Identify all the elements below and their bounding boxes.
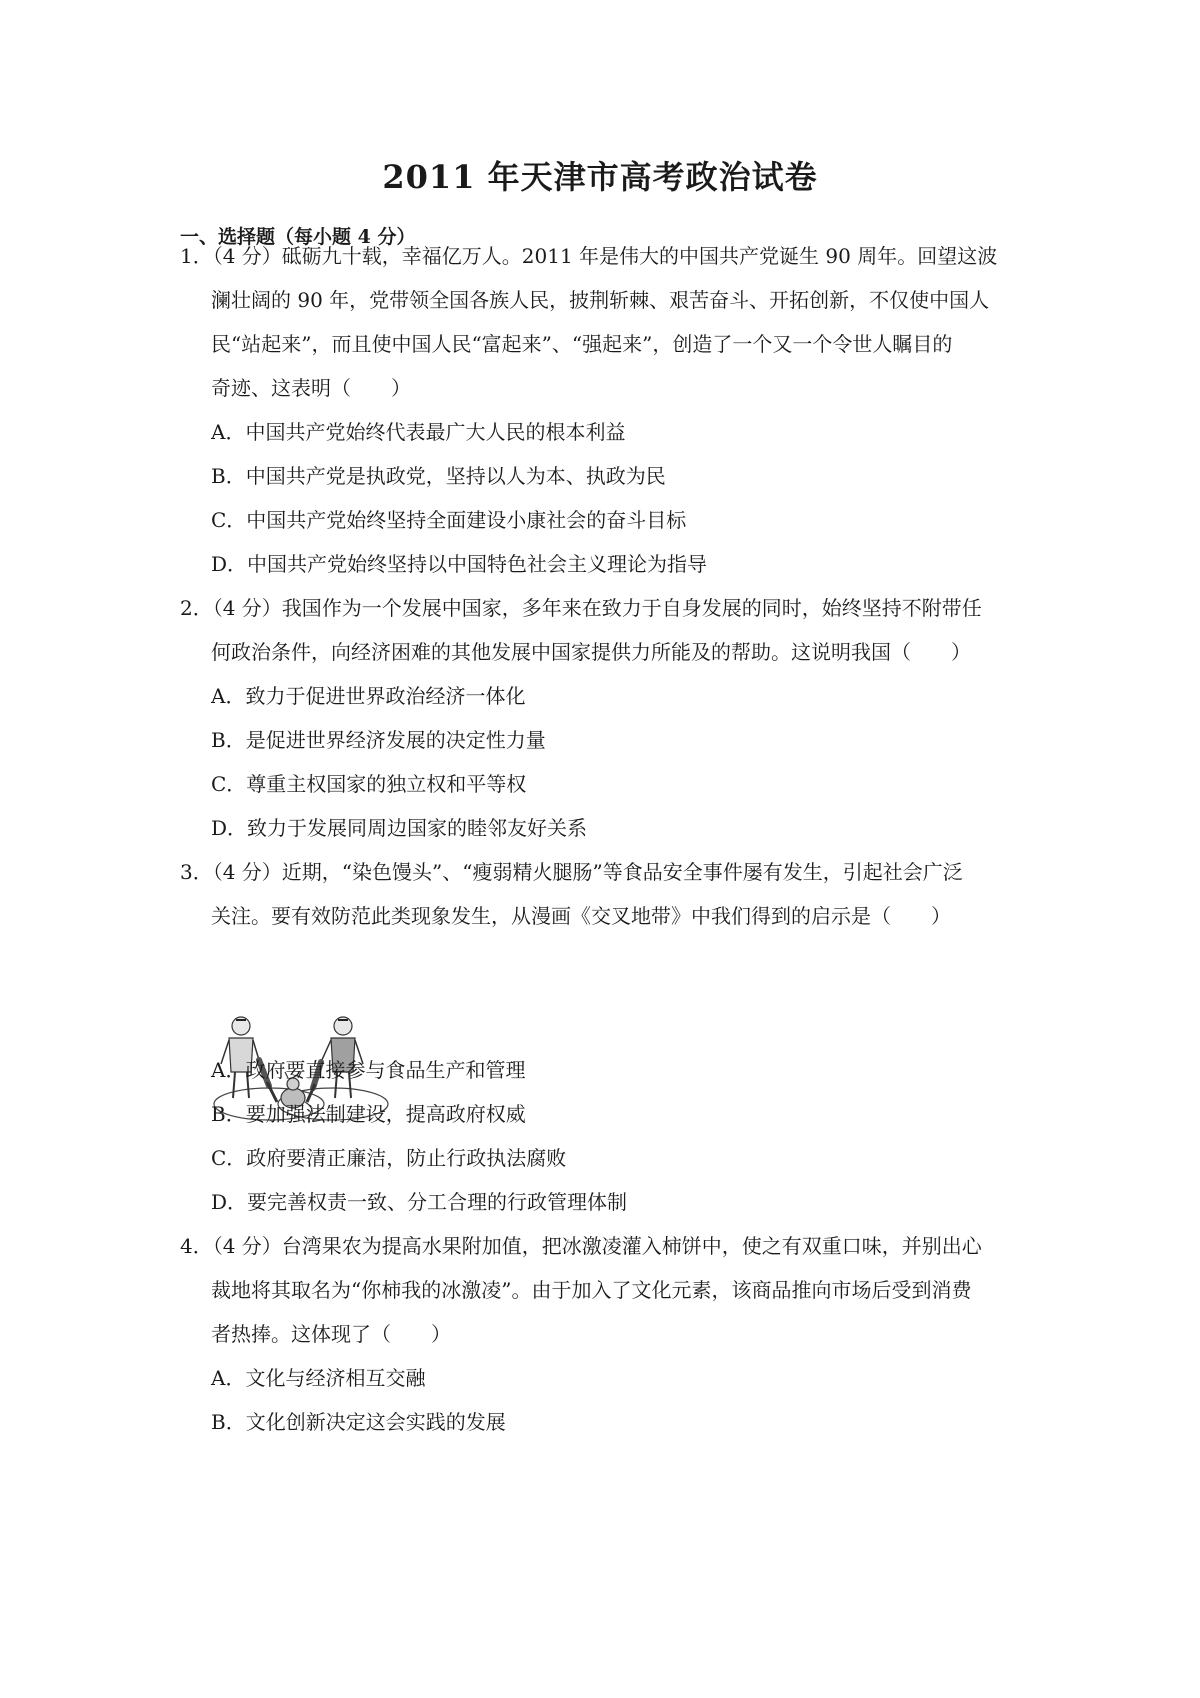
- question-1-option-c: C．中国共产党始终坚持全面建设小康社会的奋斗目标: [211, 508, 687, 532]
- question-3-option-a: A．政府要直接参与食品生产和管理: [211, 1058, 526, 1082]
- section-heading: 一、选择题（每小题 4 分）: [180, 226, 416, 248]
- page-title: 2011 年天津市高考政治试卷: [382, 158, 818, 196]
- question-2-option-d: D．致力于发展同周边国家的睦邻友好关系: [211, 816, 588, 840]
- question-4-option-b: B．文化创新决定这会实践的发展: [211, 1410, 506, 1434]
- question-3-stem-line: 关注。要有效防范此类现象发生，从漫画《交叉地带》中我们得到的启示是（ ）: [211, 904, 951, 928]
- question-1-stem-line: 奇迹、这表明（ ）: [211, 376, 411, 400]
- question-1-option-a: A．中国共产党始终代表最广大人民的根本利益: [211, 420, 626, 444]
- question-1-stem-line: 1．（4 分）砥砺九十载，幸福亿万人。2011 年是伟大的中国共产党诞生 90 周年。回望这波: [180, 244, 998, 268]
- question-4-option-a: A．文化与经济相互交融: [211, 1366, 426, 1390]
- question-1-option-d: D．中国共产党始终坚持以中国特色社会主义理论为指导: [211, 552, 708, 576]
- question-3-option-d: D．要完善权责一致、分工合理的行政管理体制: [211, 1190, 628, 1214]
- question-2-option-a: A．致力于促进世界政治经济一体化: [211, 684, 526, 708]
- question-1-stem-line: 民“站起来”，而且使中国人民“富起来”、“强起来”，创造了一个又一个令世人瞩目的: [211, 332, 953, 356]
- question-1-option-b: B．中国共产党是执政党，坚持以人为本、执政为民: [211, 464, 666, 488]
- question-3-option-b: B．要加强法制建设，提高政府权威: [211, 1102, 526, 1126]
- question-3-option-c: C．政府要清正廉洁，防止行政执法腐败: [211, 1146, 567, 1170]
- question-4-stem-line: 者热捧。这体现了（ ）: [211, 1322, 451, 1346]
- question-4-stem-line: 裁地将其取名为“你柿我的冰激凌”。由于加入了文化元素，该商品推向市场后受到消费: [211, 1278, 972, 1302]
- question-2-option-b: B．是促进世界经济发展的决定性力量: [211, 728, 546, 752]
- question-4-stem-line: 4．（4 分）台湾果农为提高水果附加值，把冰激凌灌入柿饼中，使之有双重口味，并别出心: [180, 1234, 982, 1258]
- question-2-stem-line: 何政治条件，向经济困难的其他发展中国家提供力所能及的帮助。这说明我国（ ）: [211, 640, 971, 664]
- question-2-option-c: C．尊重主权国家的独立权和平等权: [211, 772, 527, 796]
- question-1-stem-line: 澜壮阔的 90 年，党带领全国各族人民，披荆斩棘、艰苦奋斗、开拓创新，不仅使中国人: [211, 288, 990, 312]
- question-2-stem-line: 2．（4 分）我国作为一个发展中国家，多年来在致力于自身发展的同时，始终坚持不附带任: [180, 596, 982, 620]
- question-3-stem-line: 3．（4 分）近期，“染色馒头”、“瘦弱精火腿肠”等食品安全事件屡有发生，引起社会广泛: [180, 860, 963, 884]
